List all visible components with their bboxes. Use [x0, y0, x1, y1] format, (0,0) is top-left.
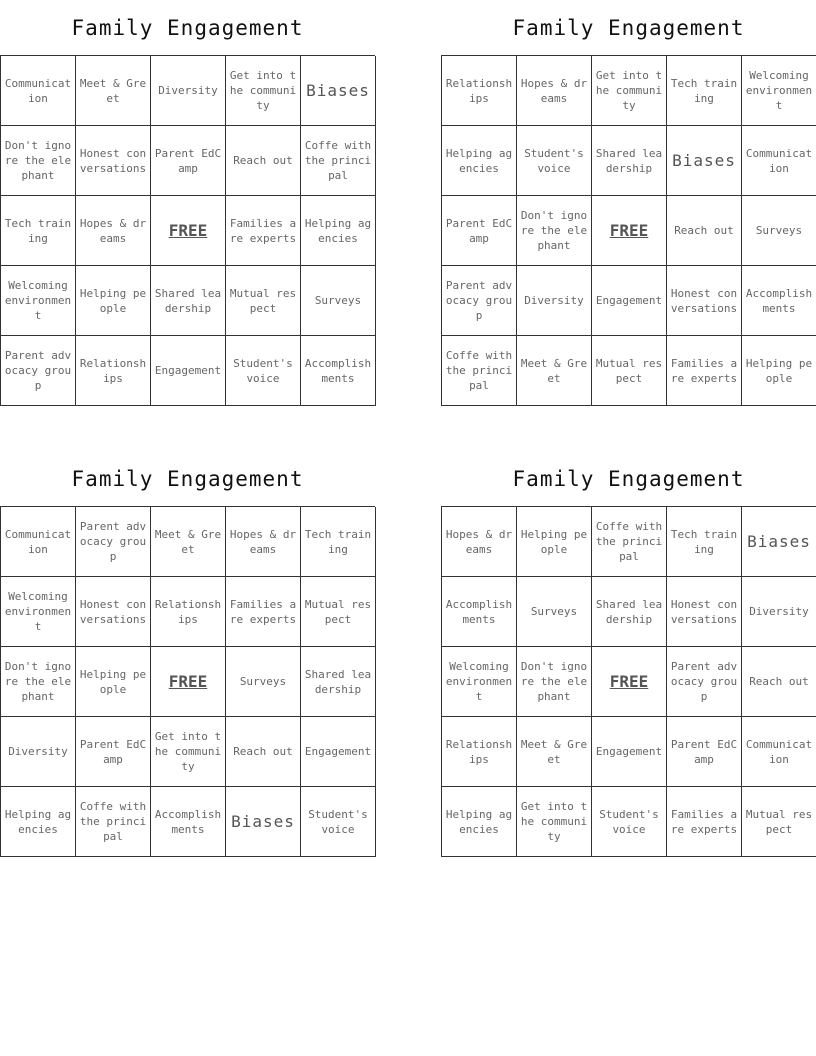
- bingo-cell: Hopes & dreams: [76, 196, 151, 266]
- bingo-cell: Shared leadership: [592, 577, 667, 647]
- bingo-cell: Don't ignore the elephant: [517, 196, 592, 266]
- bingo-cell: Helping people: [76, 647, 151, 717]
- card-title: Family Engagement: [512, 15, 745, 40]
- bingo-cell: Parent EdCamp: [442, 196, 517, 266]
- bingo-cell: Biases: [301, 56, 376, 126]
- bingo-cell: Surveys: [742, 196, 816, 266]
- bingo-cell: Mutual respect: [592, 336, 667, 406]
- bingo-cell: Welcoming environment: [742, 56, 816, 126]
- bingo-cell: Engagement: [301, 717, 376, 787]
- bingo-cell: Hopes & dreams: [517, 56, 592, 126]
- bingo-cell: Biases: [742, 507, 816, 577]
- bingo-cell: Parent advocacy group: [442, 266, 517, 336]
- bingo-cell: Diversity: [517, 266, 592, 336]
- bingo-cell: Honest conversations: [76, 126, 151, 196]
- bingo-cell: Families are experts: [226, 577, 301, 647]
- bingo-cell: Coffe with the principal: [442, 336, 517, 406]
- bingo-cell: Surveys: [226, 647, 301, 717]
- bingo-cell: Get into the community: [226, 56, 301, 126]
- bingo-cell: Helping agencies: [442, 126, 517, 196]
- bingo-cell: Shared leadership: [301, 647, 376, 717]
- bingo-cell: Accomplishments: [442, 577, 517, 647]
- card-title: Family Engagement: [71, 466, 304, 491]
- bingo-cell: Accomplishments: [301, 336, 376, 406]
- bingo-cell: Helping agencies: [442, 787, 517, 857]
- bingo-cell: Communication: [742, 717, 816, 787]
- bingo-cell: Communication: [742, 126, 816, 196]
- card-title: Family Engagement: [512, 466, 745, 491]
- bingo-cell: Tech training: [667, 56, 742, 126]
- bingo-cell: Families are experts: [226, 196, 301, 266]
- bingo-cell: Student's voice: [226, 336, 301, 406]
- bingo-cell: Student's voice: [517, 126, 592, 196]
- bingo-cell: Mutual respect: [226, 266, 301, 336]
- bingo-cell: Helping agencies: [301, 196, 376, 266]
- bingo-cell: Don't ignore the elephant: [1, 126, 76, 196]
- bingo-cell: Tech training: [1, 196, 76, 266]
- bingo-cell: Relationships: [151, 577, 226, 647]
- bingo-cell: Honest conversations: [667, 266, 742, 336]
- bingo-cell: Diversity: [1, 717, 76, 787]
- free-cell: FREE: [592, 647, 667, 717]
- bingo-cell: Diversity: [151, 56, 226, 126]
- bingo-card-1: [0, 0, 375, 406]
- bingo-cell: Communication: [1, 56, 76, 126]
- bingo-cell: Helping people: [517, 507, 592, 577]
- bingo-cell: Diversity: [742, 577, 816, 647]
- bingo-cell: Hopes & dreams: [442, 507, 517, 577]
- card-title: Family Engagement: [71, 15, 304, 40]
- bingo-cell: Don't ignore the elephant: [1, 647, 76, 717]
- bingo-cell: Parent advocacy group: [1, 336, 76, 406]
- bingo-cell: Reach out: [742, 647, 816, 717]
- bingo-card-2: [441, 0, 816, 406]
- bingo-cell: Parent advocacy group: [667, 647, 742, 717]
- bingo-cell: Get into the community: [592, 56, 667, 126]
- bingo-cell: Relationships: [76, 336, 151, 406]
- bingo-cell: Accomplishments: [151, 787, 226, 857]
- bingo-cell: Meet & Greet: [517, 717, 592, 787]
- bingo-cell: Parent EdCamp: [76, 717, 151, 787]
- bingo-cell: Shared leadership: [592, 126, 667, 196]
- bingo-cell: Reach out: [667, 196, 742, 266]
- bingo-cell: Meet & Greet: [517, 336, 592, 406]
- bingo-cell: Meet & Greet: [151, 507, 226, 577]
- bingo-cell: Engagement: [151, 336, 226, 406]
- bingo-card-3: [0, 451, 375, 857]
- bingo-cell: Coffe with the principal: [76, 787, 151, 857]
- bingo-cell: Shared leadership: [151, 266, 226, 336]
- free-cell: FREE: [151, 196, 226, 266]
- bingo-cell: Engagement: [592, 717, 667, 787]
- bingo-cell: Tech training: [301, 507, 376, 577]
- bingo-cell: Tech training: [667, 507, 742, 577]
- bingo-cell: Student's voice: [592, 787, 667, 857]
- bingo-cell: Parent advocacy group: [76, 507, 151, 577]
- bingo-cell: Biases: [226, 787, 301, 857]
- bingo-cell: Reach out: [226, 126, 301, 196]
- bingo-cell: Welcoming environment: [442, 647, 517, 717]
- bingo-cell: Mutual respect: [301, 577, 376, 647]
- bingo-card-4: [441, 451, 816, 857]
- bingo-cell: Welcoming environment: [1, 266, 76, 336]
- bingo-cell: Coffe with the principal: [592, 507, 667, 577]
- bingo-cell: Families are experts: [667, 336, 742, 406]
- bingo-cell: Honest conversations: [76, 577, 151, 647]
- bingo-cell: Surveys: [301, 266, 376, 336]
- bingo-cell: Reach out: [226, 717, 301, 787]
- bingo-cell: Biases: [667, 126, 742, 196]
- bingo-grid: [441, 506, 816, 857]
- bingo-cell: Meet & Greet: [76, 56, 151, 126]
- bingo-cell: Honest conversations: [667, 577, 742, 647]
- free-cell: FREE: [151, 647, 226, 717]
- bingo-cell: Parent EdCamp: [151, 126, 226, 196]
- bingo-grid: [0, 506, 375, 857]
- bingo-cell: Families are experts: [667, 787, 742, 857]
- bingo-cell: Coffe with the principal: [301, 126, 376, 196]
- bingo-cell: Welcoming environment: [1, 577, 76, 647]
- bingo-cell: Parent EdCamp: [667, 717, 742, 787]
- bingo-cell: Mutual respect: [742, 787, 816, 857]
- free-cell: FREE: [592, 196, 667, 266]
- bingo-cell: Helping agencies: [1, 787, 76, 857]
- bingo-cell: Relationships: [442, 717, 517, 787]
- bingo-cell: Get into the community: [517, 787, 592, 857]
- bingo-cell: Hopes & dreams: [226, 507, 301, 577]
- bingo-cell: Relationships: [442, 56, 517, 126]
- bingo-cell: Engagement: [592, 266, 667, 336]
- bingo-cell: Surveys: [517, 577, 592, 647]
- bingo-cell: Helping people: [742, 336, 816, 406]
- bingo-cell: Don't ignore the elephant: [517, 647, 592, 717]
- bingo-grid: [0, 55, 375, 406]
- bingo-cell: Get into the community: [151, 717, 226, 787]
- bingo-cell: Communication: [1, 507, 76, 577]
- bingo-cell: Helping people: [76, 266, 151, 336]
- bingo-grid: [441, 55, 816, 406]
- bingo-cell: Student's voice: [301, 787, 376, 857]
- bingo-cell: Accomplishments: [742, 266, 816, 336]
